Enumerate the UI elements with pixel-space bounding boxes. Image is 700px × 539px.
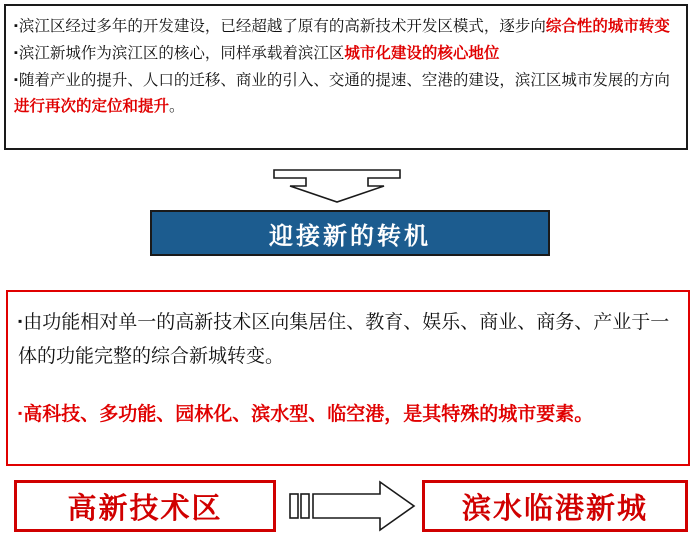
spacer: [18, 374, 678, 396]
bullet-icon: ▪: [18, 406, 23, 420]
bullet-icon: ▪: [18, 314, 23, 328]
summary-box: [4, 4, 688, 150]
summary-bullet-1: [14, 13, 678, 40]
summary-bullet-2: [14, 40, 678, 67]
summary-bullet-2-text-red: 城市化建设的核心地位: [344, 45, 500, 62]
arrow-right-icon: [288, 478, 416, 534]
to-state-box: [422, 480, 688, 532]
to-state-label: 滨水临港新城: [461, 492, 648, 525]
summary-bullet-2-text-black: 滨江新城作为滨江区的核心，同样承载着滨江区: [18, 45, 345, 62]
bullet-icon: ▪: [14, 47, 18, 59]
from-state-label: 高新技术区: [67, 492, 223, 525]
conclusion-line-2-text: 高科技、多功能、园林化、滨水型、临空港，是其特殊的城市要素。: [23, 404, 594, 425]
conclusion-line-1-text: 由功能相对单一的高新技术区向集居住、教育、娱乐、商业、商务、产业于一体的功能完整的综合新城转变。: [18, 312, 670, 367]
arrow-down-icon: [272, 168, 402, 204]
transition-banner-label: 迎接新的转机: [269, 222, 431, 250]
transition-banner: [150, 210, 550, 256]
summary-bullet-3: [14, 67, 678, 120]
summary-bullet-3-text-black: 随着产业的提升、人口的迁移、商业的引入、交通的提速、空港的建设，滨江区城市发展的方向: [18, 72, 670, 89]
summary-bullet-3-text-period: 。: [169, 98, 185, 115]
conclusion-line-2: [18, 396, 678, 432]
summary-bullet-1-text-black: 滨江区经过多年的开发建设，已经超越了原有的高新技术开发区模式，逐步向: [18, 18, 546, 35]
conclusion-line-1: [18, 304, 678, 374]
summary-bullet-3-text-red: 进行再次的定位和提升: [14, 98, 170, 115]
bullet-icon: ▪: [14, 20, 18, 32]
from-state-box: [14, 480, 276, 532]
bullet-icon: ▪: [14, 74, 18, 86]
conclusion-box: [6, 290, 690, 466]
summary-bullet-1-text-red: 综合性的城市转变: [545, 18, 670, 35]
